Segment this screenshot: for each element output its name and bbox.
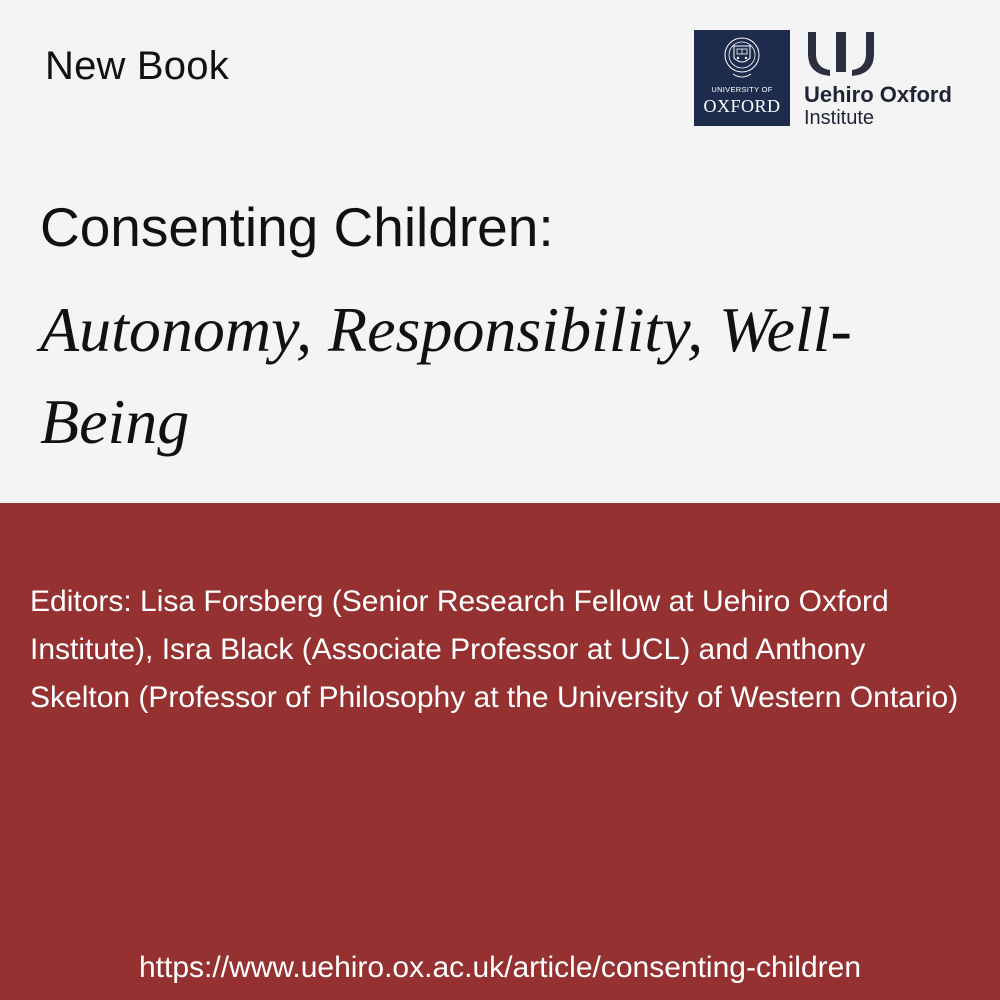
book-subtitle: Autonomy, Responsibility, Well-Being <box>40 294 852 457</box>
uehiro-logo-icon <box>806 30 876 76</box>
editors-text: Editors: Lisa Forsberg (Senior Research Fellow at Uehiro Oxford Institute), Isra Black (Associate Professor at UCL) and Anthony Skelton (Professor of Philosophy at the University of Western Ontario) <box>30 585 959 714</box>
uehiro-logo-name: Uehiro Oxford <box>804 82 952 107</box>
oxford-crest-icon <box>723 36 761 84</box>
oxford-logo-line1: UNIVERSITY OF <box>711 85 773 94</box>
oxford-logo-line2: OXFORD <box>703 96 781 116</box>
oxford-logo <box>694 30 790 126</box>
book-url: https://www.uehiro.ox.ac.uk/article/consenting-children <box>138 951 862 984</box>
uehiro-logo-subtitle: Institute <box>804 107 875 129</box>
book-title: Consenting Children: <box>40 196 554 258</box>
new-book-label: New Book <box>45 44 229 88</box>
